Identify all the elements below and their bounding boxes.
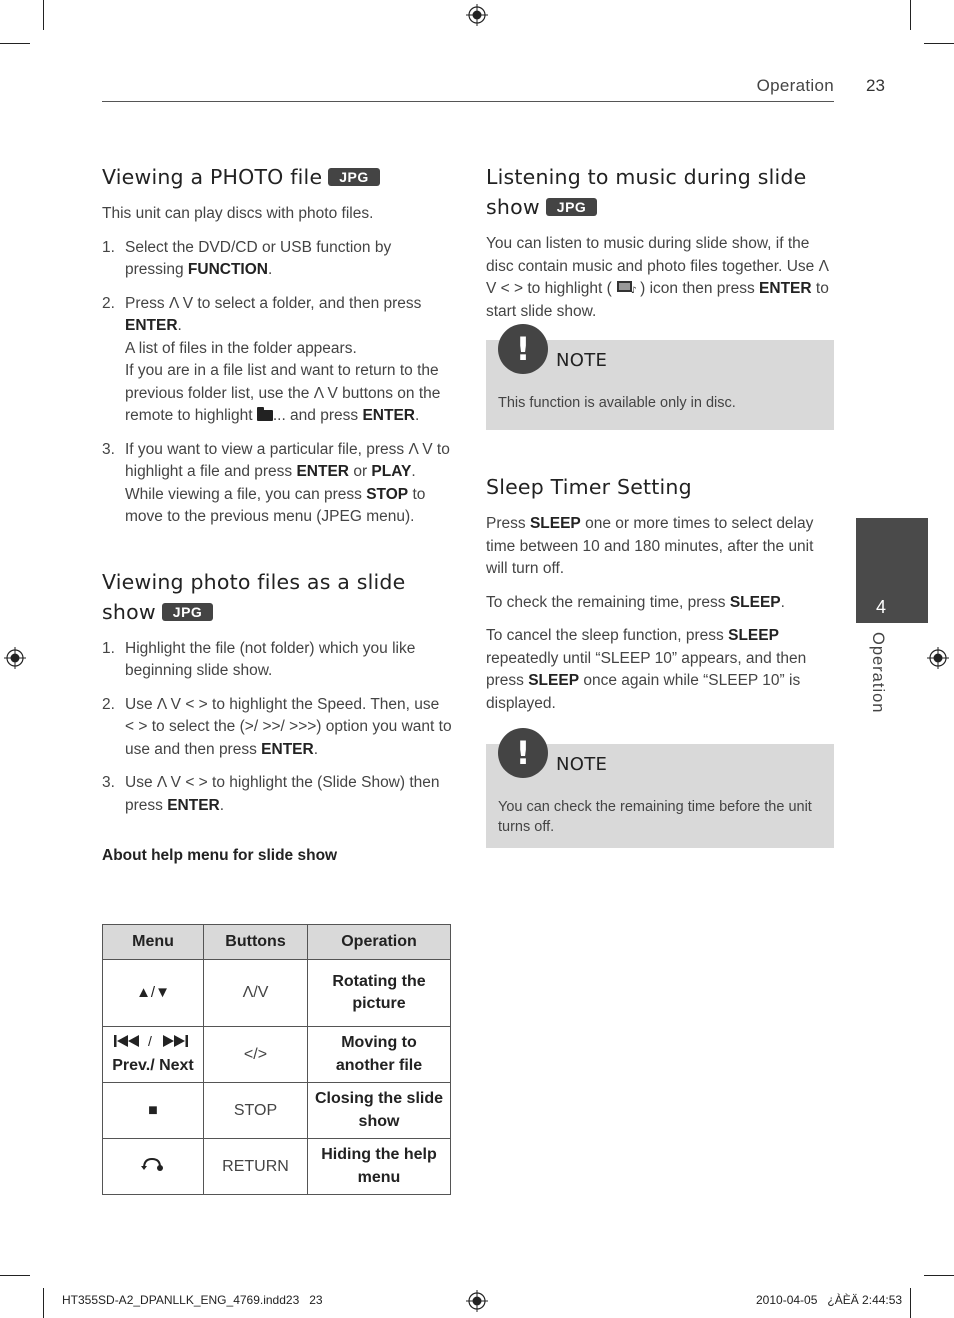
key-label: FUNCTION <box>187 261 268 278</box>
step-text-block <box>125 360 452 428</box>
buttons-cell: </> <box>204 1027 308 1083</box>
operation-cell: Hiding the help menu <box>308 1139 451 1195</box>
body-text: To cancel the sleep function, press <box>486 627 729 644</box>
key-label: SLEEP <box>728 627 779 644</box>
operation-cell: Rotating the picture <box>308 960 451 1027</box>
table-header-row <box>103 925 451 960</box>
menu-sub-label: Prev./ Next <box>112 1057 194 1074</box>
step-number: 3. <box>102 774 115 791</box>
sleep-paragraph <box>486 592 836 615</box>
step-text: to select the (>/ >>/ >>>) option you want to use and then press <box>125 718 452 758</box>
step-text: to select a folder, and then press <box>193 294 422 312</box>
right-column <box>486 160 836 848</box>
section-heading-slide-show <box>102 567 452 627</box>
step-text: or <box>349 463 372 480</box>
key-label: STOP <box>366 485 409 503</box>
note-box <box>486 330 834 430</box>
crop-mark <box>924 43 954 44</box>
step-text: Use <box>125 695 157 713</box>
key-label: ENTER <box>759 280 812 297</box>
column-header: Operation <box>308 925 451 960</box>
running-header <box>102 74 834 102</box>
list-item <box>102 772 452 817</box>
buttons-cell: RETURN <box>204 1139 308 1195</box>
section-heading-viewing-photo <box>102 162 452 192</box>
key-label: ENTER <box>167 796 220 814</box>
key-label: PLAY <box>371 463 412 480</box>
svg-text:/: / <box>148 1033 152 1049</box>
arrow-keys: Λ V < > <box>486 257 829 297</box>
note-text: This function is available only in disc. <box>498 395 736 411</box>
step-text: . <box>414 407 420 424</box>
step-text: . <box>313 740 319 758</box>
step-number: 1. <box>102 238 115 256</box>
body-text: to start slide show. <box>486 280 829 320</box>
body-text: to highlight ( <box>523 280 617 297</box>
step-text: to highlight a file and press <box>125 440 450 480</box>
key-label: ENTER <box>261 740 314 758</box>
step-text: Press <box>125 294 169 312</box>
arrow-keys: Λ V <box>168 294 194 312</box>
jpg-badge: JPG <box>546 198 598 216</box>
column-header: Buttons <box>204 925 308 960</box>
return-icon <box>140 1156 166 1172</box>
heading-text: Viewing a PHOTO file <box>102 165 323 189</box>
buttons-cell: Λ/V <box>204 960 308 1027</box>
help-menu-table <box>102 924 451 1195</box>
subheading: About help menu for slide show <box>102 847 338 864</box>
stop-icon: ■ <box>148 1101 158 1119</box>
step-text: to move to the previous menu (JPEG menu). <box>125 485 426 525</box>
left-column <box>102 160 452 868</box>
step-number: 3. <box>102 440 115 458</box>
music-photo-icon <box>616 280 640 294</box>
footer-slug-left: HT355SD-A2_DPANLLK_ENG_4769.indd23 23 <box>62 1293 323 1307</box>
step-text: . <box>267 261 273 278</box>
jpg-badge: JPG <box>328 168 380 186</box>
note-text: You can check the remaining time before the unit turns off. <box>498 799 812 835</box>
arrow-keys: Λ V < > <box>156 695 208 713</box>
step-text: . <box>219 796 225 814</box>
exclamation-icon: ! <box>498 324 548 374</box>
body-text: once again while “SLEEP 10” is displayed. <box>486 672 801 712</box>
body-text: Use <box>786 257 819 275</box>
page-number: 23 <box>866 76 885 95</box>
jpg-badge: JPG <box>162 603 214 621</box>
crop-mark <box>0 43 30 44</box>
step-text: Highlight the file (not folder) which you like beginning slide show. <box>125 639 416 679</box>
step-text: Use <box>125 774 157 791</box>
exclamation-icon: ! <box>498 728 548 778</box>
help-menu-title <box>102 845 452 868</box>
registration-mark-icon <box>466 1290 488 1312</box>
chapter-number: 4 <box>875 597 886 617</box>
step-text: If you want to view a particular file, press <box>125 440 409 458</box>
key-label: SLEEP <box>729 593 781 611</box>
list-item <box>102 694 452 762</box>
body-text: To check the remaining time, press <box>486 593 730 611</box>
key-label: SLEEP <box>528 672 580 689</box>
menu-cell <box>103 1083 204 1139</box>
steps-list-viewing-photo <box>102 237 452 529</box>
arrow-keys: < > <box>125 718 148 735</box>
list-item <box>102 293 452 428</box>
step-text: If you are in a file list and want to return to the previous folder list, use the <box>125 362 439 402</box>
key-label: ENTER <box>362 407 415 424</box>
section-heading-sleep-timer: Sleep Timer Setting <box>486 475 692 499</box>
buttons-cell: STOP <box>204 1083 308 1139</box>
body-text: repeatedly until “SLEEP 10” appears, and then press <box>486 649 807 689</box>
menu-cell <box>103 1027 204 1083</box>
note-box <box>486 734 834 848</box>
registration-mark-icon <box>466 4 488 26</box>
chapter-label: Operation <box>869 632 887 714</box>
sleep-paragraph <box>486 513 836 581</box>
step-text: to highlight the Speed. Then, use <box>207 695 440 713</box>
key-label: SLEEP <box>529 515 581 532</box>
menu-cell <box>103 1139 204 1195</box>
step-number: 1. <box>102 639 115 657</box>
step-text: to highlight the (Slide Show) then press <box>125 774 440 814</box>
registration-mark-icon <box>4 647 26 669</box>
sleep-paragraph <box>486 625 836 715</box>
music-paragraph <box>486 233 836 323</box>
table-row <box>103 960 451 1027</box>
list-item <box>102 439 452 529</box>
heading-text: Listening to music during slide show <box>486 165 807 219</box>
operation-cell: Closing the slide show <box>308 1083 451 1139</box>
note-title: NOTE <box>556 754 608 775</box>
chapter-tab <box>856 518 928 623</box>
intro-text: This unit can play discs with photo files. <box>102 205 374 222</box>
key-label: ENTER <box>296 463 350 480</box>
step-text: . While viewing a file, you can press <box>125 463 416 503</box>
step-text: A list of files in the folder appears. <box>125 339 357 357</box>
crop-mark <box>910 0 911 30</box>
crop-mark <box>910 1288 911 1318</box>
crop-mark <box>43 0 44 30</box>
steps-list-slide-show <box>102 638 452 818</box>
folder-icon <box>257 410 273 421</box>
table-row <box>103 1139 451 1195</box>
table-row <box>103 1083 451 1139</box>
body-text: ) icon then press <box>640 280 760 297</box>
table-row <box>103 1027 451 1083</box>
arrow-keys: Λ V <box>313 384 338 402</box>
arrow-keys: Λ V < > <box>156 774 208 791</box>
operation-cell: Moving to another file <box>308 1027 451 1083</box>
heading-text: Viewing photo files as a slide show <box>102 569 406 624</box>
up-down-triangles-icon: ▲/▼ <box>136 984 170 1001</box>
crop-mark <box>0 1275 30 1276</box>
body-text: one or more times to select delay time between 10 and 180 minutes, after the unit will turn off. <box>486 515 814 577</box>
skip-icon <box>108 1033 198 1049</box>
footer-slug-right: 2010-04-05 ¿ÀÈÄ 2:44:53 <box>756 1293 903 1307</box>
section-title: Operation <box>756 76 834 95</box>
list-item <box>102 638 452 683</box>
step-text: . <box>177 317 182 334</box>
svg-text:♪: ♪ <box>631 286 637 294</box>
crop-mark <box>43 1288 44 1318</box>
note-title: NOTE <box>556 350 608 371</box>
body-text: Press <box>486 515 530 532</box>
body-text: . <box>780 593 785 611</box>
arrow-keys: Λ V <box>408 440 433 458</box>
step-number: 2. <box>102 695 115 713</box>
crop-mark <box>924 1275 954 1276</box>
prev-next-icon <box>103 1033 203 1055</box>
key-label: ENTER <box>125 317 178 334</box>
step-text: Select the DVD/CD or USB function by pressing <box>125 238 392 278</box>
section-heading-music <box>486 162 836 222</box>
step-text: buttons on the remote to highlight <box>125 384 441 424</box>
registration-mark-icon <box>927 647 949 669</box>
menu-cell <box>103 960 204 1027</box>
step-number: 2. <box>102 294 115 312</box>
list-item <box>102 237 452 282</box>
column-header: Menu <box>103 925 204 960</box>
step-text: ... and press <box>272 407 363 424</box>
body-text: You can listen to music during slide show, if the disc contain music and photo files together. <box>486 235 810 275</box>
